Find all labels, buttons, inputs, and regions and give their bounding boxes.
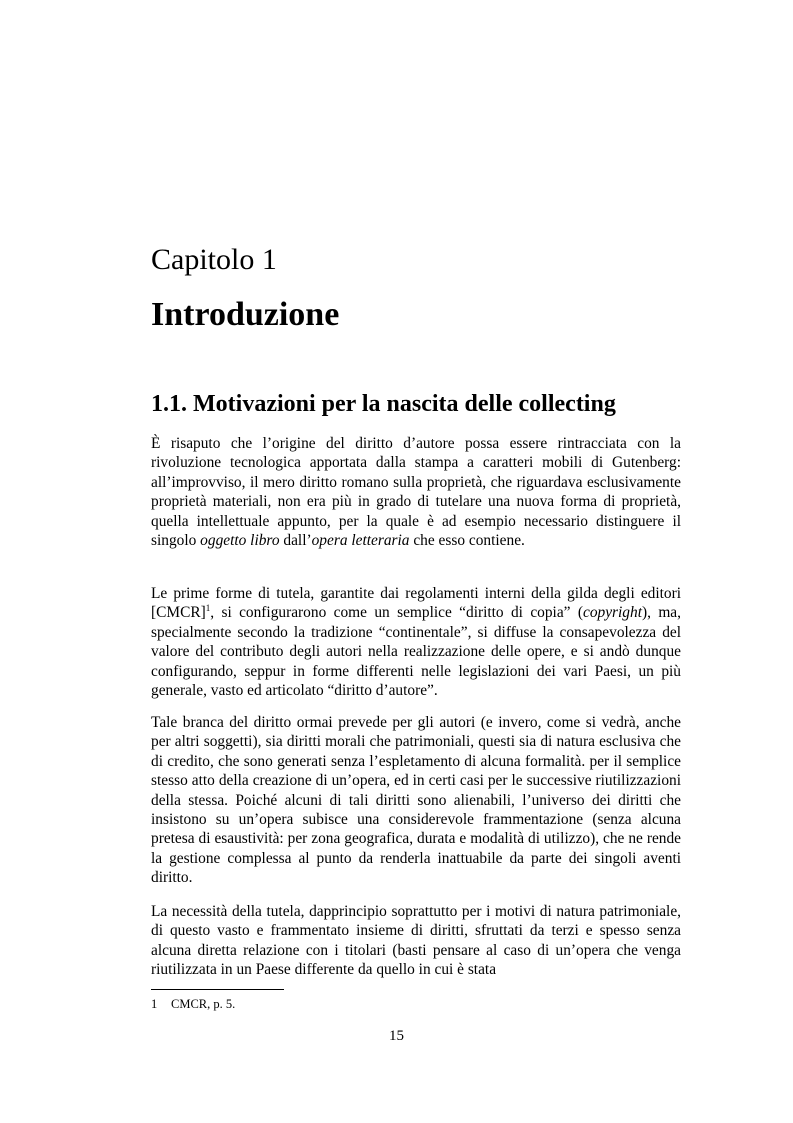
paragraph-1-text-c: dall’ bbox=[279, 532, 312, 550]
footnote-divider bbox=[151, 989, 284, 990]
paragraph-1-text-e: che esso contiene. bbox=[409, 532, 525, 550]
paragraph-2-text-b: , si configurarono come un semplice “diritto di copia” ( bbox=[210, 604, 583, 622]
paragraph-1-text-a: È risaputo che l’origine del diritto d’autore possa essere rintracciata con la rivoluzione tecnologica apportata dalla stampa a caratteri mobili di Gutenberg: all’improvviso, il mero diritto romano sulla proprietà, che riguardava esclusivamente proprietà materiali, non era più in grado di tutelare una nuova forma di proprietà, quella intellettuale appunto, per la quale è ad esempio necessario distinguere il singolo bbox=[151, 435, 681, 550]
paragraph-3: Tale branca del diritto ormai prevede per gli autori (e invero, come si vedrà, anche per altri soggetti), sia diritti morali che patrimoniali, questi sia di natura esclusiva che di credito, che sono generati senza l’espletamento di alcuna formalità. per il semplice stesso atto della creazione di un’opera, ed in certi casi per le successive riutilizzazioni della stessa. Poiché alcuni di tali diritti sono alienabili, l’universo dei diritti che insistono su un’opera subisce una considerevole frammentazione (senza alcuna pretesa di esaustività: per zona geografica, durata e modalità di utilizzo), che ne rende la gestione complessa al punto da renderla inattuabile da parte dei singoli aventi diritto. bbox=[151, 714, 681, 887]
footnote-reference: 1 bbox=[205, 603, 211, 614]
paragraph-4: La necessità della tutela, dapprincipio soprattutto per i motivi di natura patrimoniale, di questo vasto e frammentato insieme di diritti, sfruttati da terzi e spesso senza alcuna diretta relazione con i titolari (basti pensare al caso di un’opera che venga riutilizzata in un Paese differente da quello in cui è stata bbox=[151, 903, 681, 979]
paragraph-2-text-a: Le prime forme di tutela, garantite dai regolamenti interni della gilda degli editori [CMCR] bbox=[151, 585, 681, 622]
paragraph-1-italic-opera-letteraria: opera letteraria bbox=[311, 532, 410, 550]
footnote-number: 1 bbox=[151, 997, 158, 1011]
paragraph-2-text-d: ), ma, specialmente secondo la tradizione “continentale”, si diffuse la consapevolezza del valore del contributo degli autori nella realizzazione delle opere, e si andò dunque configurando, seppur in forme differenti nelle legislazioni dei vari Paesi, un più generale, vasto ed articolato “diritto d’autore”. bbox=[151, 604, 681, 700]
section-heading: 1.1. Motivazioni per la nascita delle collecting bbox=[151, 391, 616, 417]
chapter-label: Capitolo 1 bbox=[151, 243, 277, 276]
paragraph-2-italic-copyright: copyright bbox=[582, 604, 642, 622]
paragraph-1-italic-oggetto-libro: oggetto libro bbox=[200, 532, 280, 550]
footnote bbox=[151, 996, 235, 1012]
page-number: 15 bbox=[389, 1028, 404, 1044]
chapter-title: Introduzione bbox=[151, 296, 340, 333]
paragraph-1 bbox=[151, 434, 681, 550]
footnote-text: CMCR, p. 5. bbox=[171, 997, 236, 1011]
paragraph-2 bbox=[151, 584, 681, 700]
